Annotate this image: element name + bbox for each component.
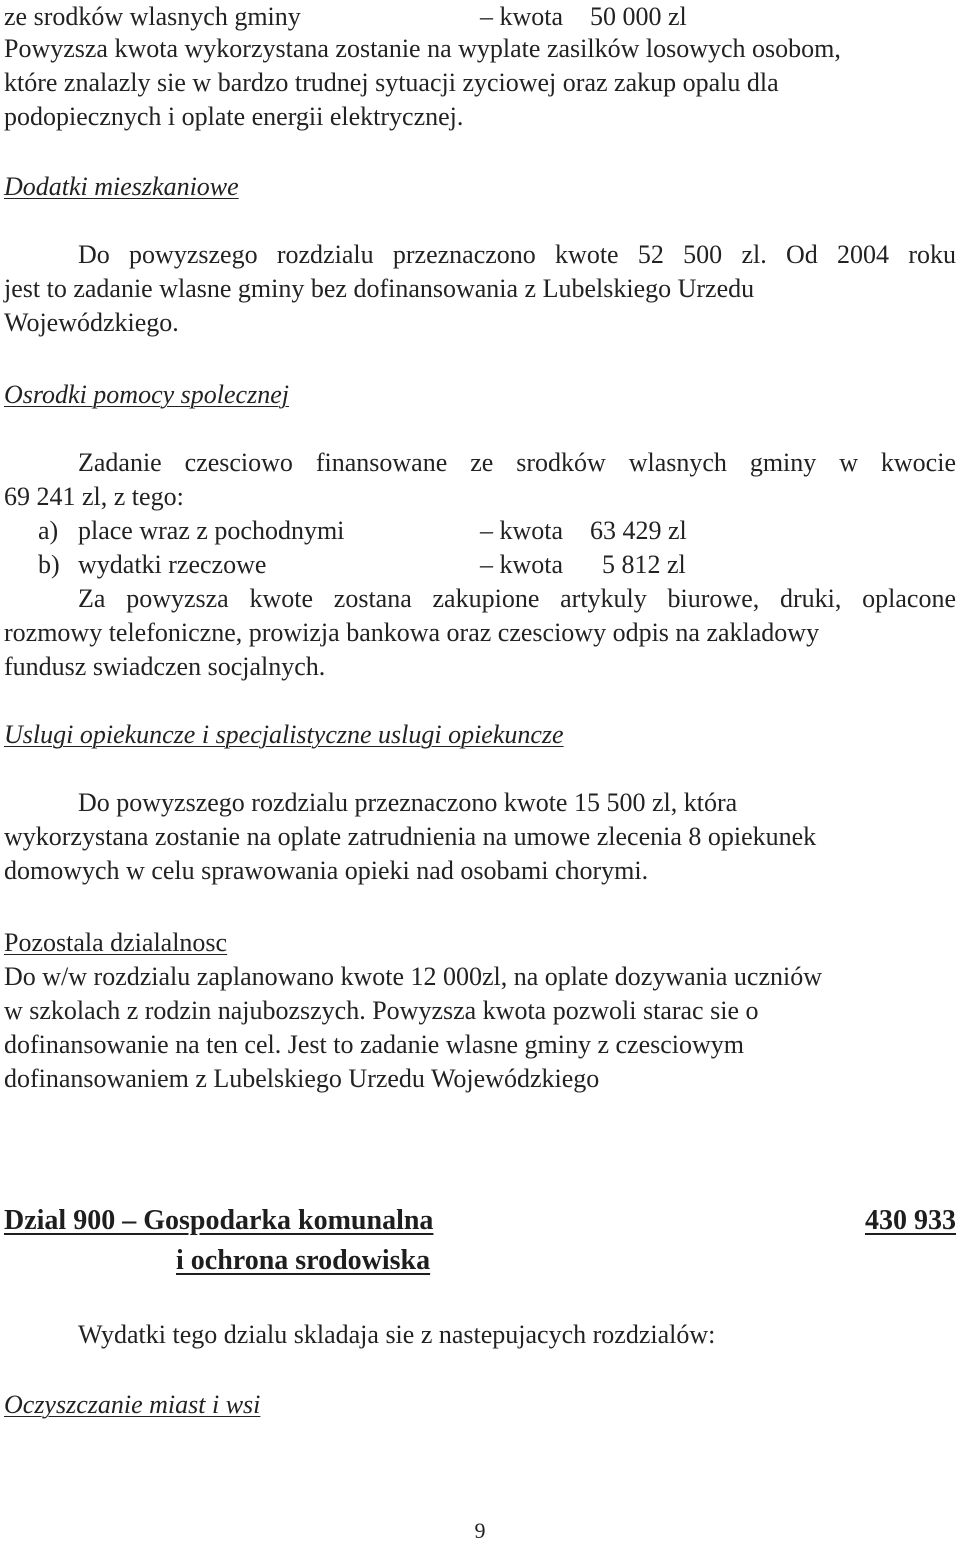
section-heading-uslugi: Uslugi opiekuncze i specjalistyczne uslugi opiekuncze	[4, 720, 564, 749]
dodatki-line-3: Wojewódzkiego.	[4, 308, 179, 337]
osrodki-line-5: fundusz swiadczen socjalnych.	[4, 652, 326, 681]
intro-paragraph-line-2: które znalazly sie w bardzo trudnej sytuacji zyciowej oraz zakup opalu dla	[4, 68, 779, 97]
list-item-marker: b)	[38, 550, 60, 579]
intro-paragraph-line-1: Powyzsza kwota wykorzystana zostanie na wyplate zasilków losowych osobom,	[4, 34, 841, 63]
list-item-amount: 5 812 zl	[602, 550, 686, 579]
osrodki-line-1: Zadanie czesciowo finansowane ze srodków wlasnych gminy w kwocie	[78, 448, 956, 477]
pozostala-line-1: Do w/w rozdzialu zaplanowano kwote 12 000zl, na oplate dozywania uczniów	[4, 962, 823, 991]
intro-paragraph-line-3: podopiecznych i oplate energii elektrycznej.	[4, 102, 464, 131]
pozostala-line-3: dofinansowanie na ten cel. Jest to zadanie wlasne gminy z czesciowym	[4, 1030, 745, 1059]
list-item-amount: 63 429 zl	[590, 516, 687, 545]
dodatki-line-1: Do powyzszego rozdzialu przeznaczono kwote 52 500 zl. Od 2004 roku	[78, 240, 956, 269]
section-heading-osrodki: Osrodki pomocy spolecznej	[4, 380, 289, 409]
page-number: 9	[474, 1518, 486, 1543]
intro-amount: 50 000 zl	[590, 2, 687, 31]
list-item-label: place wraz z pochodnymi	[78, 516, 345, 545]
section-heading-pozostala: Pozostala dzialalnosc	[4, 928, 228, 957]
osrodki-line-4: rozmowy telefoniczne, prowizja bankowa oraz czesciowy odpis na zakladowy	[4, 618, 820, 647]
section-heading-oczyszczanie: Oczyszczanie miast i wsi	[4, 1390, 261, 1419]
uslugi-line-3: domowych w celu sprawowania opieki nad osobami chorymi.	[4, 856, 649, 885]
section-heading-dodatki: Dodatki mieszkaniowe	[4, 172, 239, 201]
dzial-title-line-1: Dzial 900 – Gospodarka komunalna	[4, 1205, 434, 1236]
pozostala-line-4: dofinansowaniem z Lubelskiego Urzedu Wojewódzkiego	[4, 1064, 600, 1093]
list-item-dash-kwota: – kwota	[480, 550, 564, 579]
osrodki-line-2: 69 241 zl, z tego:	[4, 482, 184, 511]
uslugi-line-2: wykorzystana zostanie na oplate zatrudnienia na umowe zlecenia 8 opiekunek	[4, 822, 817, 851]
osrodki-line-3: Za powyzsza kwote zostana zakupione artykuly biurowe, druki, oplacone	[78, 584, 956, 613]
dzial-intro-text: Wydatki tego dzialu skladaja sie z nastepujacych rozdzialów:	[78, 1320, 716, 1349]
dodatki-line-2: jest to zadanie wlasne gminy bez dofinansowania z Lubelskiego Urzedu	[4, 274, 755, 303]
dzial-total-amount: 430 933	[865, 1205, 956, 1236]
list-item-dash-kwota: – kwota	[480, 516, 564, 545]
list-item-label: wydatki rzeczowe	[78, 550, 267, 579]
pozostala-line-2: w szkolach z rodzin najubozszych. Powyzsza kwota pozwoli starac sie o	[4, 996, 759, 1025]
list-item-marker: a)	[38, 516, 59, 545]
document-page	[4, 0, 956, 1541]
intro-dash-kwota: – kwota	[480, 2, 564, 31]
intro-funding-label: ze srodków wlasnych gminy	[4, 2, 301, 31]
dzial-title-line-2: i ochrona srodowiska	[176, 1245, 431, 1276]
uslugi-line-1: Do powyzszego rozdzialu przeznaczono kwote 15 500 zl, która	[78, 788, 738, 817]
